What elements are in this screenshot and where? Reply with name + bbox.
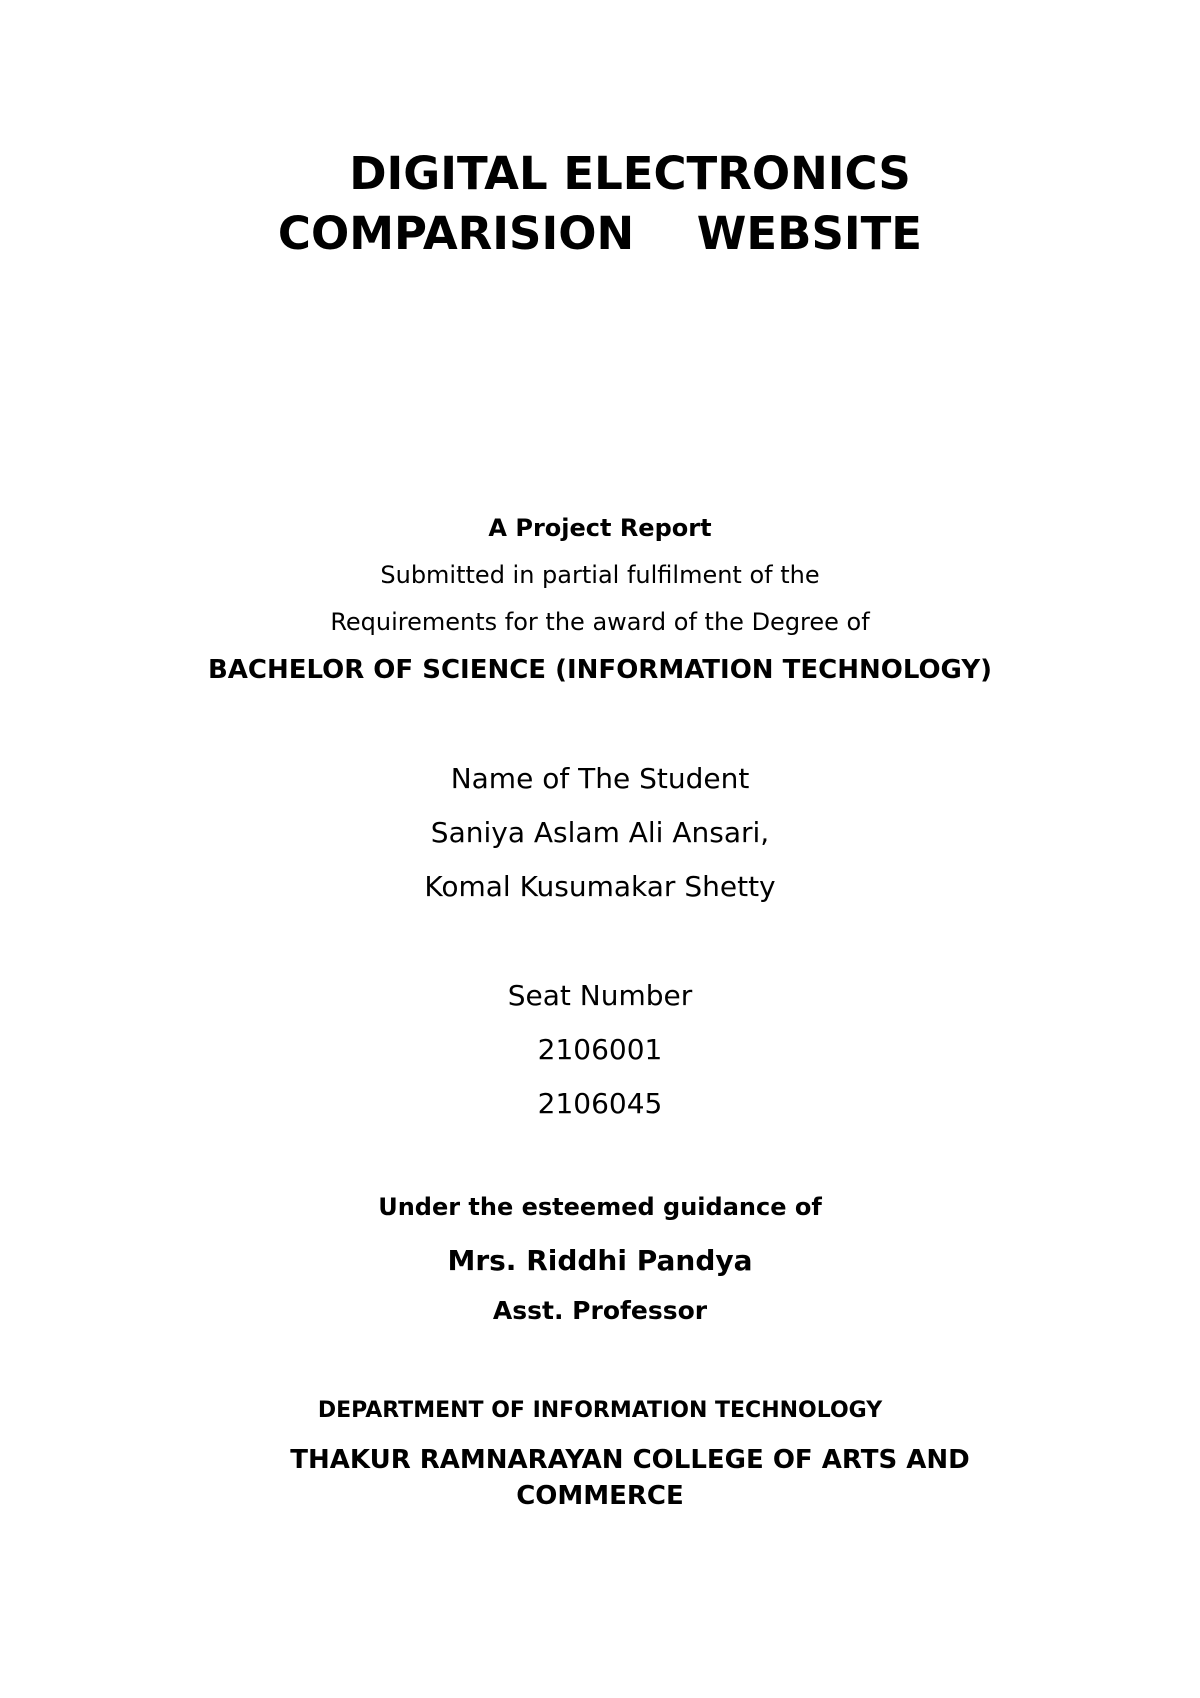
student-name: Saniya Aslam Ali Ansari,	[430, 816, 770, 849]
seat-number: 2106045	[537, 1087, 663, 1120]
college-name-line-1: THAKUR RAMNARAYAN COLLEGE OF ARTS AND	[290, 1445, 970, 1475]
degree-name: BACHELOR OF SCIENCE (INFORMATION TECHNOLOGY)	[207, 655, 993, 685]
report-title-line-2: COMPARISION WEBSITE	[277, 207, 923, 260]
department-name: DEPARTMENT OF INFORMATION TECHNOLOGY	[317, 1398, 883, 1423]
guidance-heading: Under the esteemed guidance of	[378, 1193, 822, 1221]
report-title-line-1: DIGITAL ELECTRONICS	[349, 147, 911, 200]
college-name-line-2: COMMERCE	[516, 1481, 684, 1511]
submission-line-1: Submitted in partial fulfilment of the	[380, 561, 820, 589]
student-name: Komal Kusumakar Shetty	[424, 870, 776, 903]
report-heading: A Project Report	[488, 514, 712, 542]
seat-number: 2106001	[537, 1033, 663, 1066]
submission-line-2: Requirements for the award of the Degree of	[330, 608, 870, 636]
student-heading: Name of The Student	[450, 762, 750, 795]
guide-name: Mrs. Riddhi Pandya	[447, 1244, 753, 1277]
guide-title: Asst. Professor	[492, 1296, 708, 1325]
seat-heading: Seat Number	[507, 979, 693, 1012]
